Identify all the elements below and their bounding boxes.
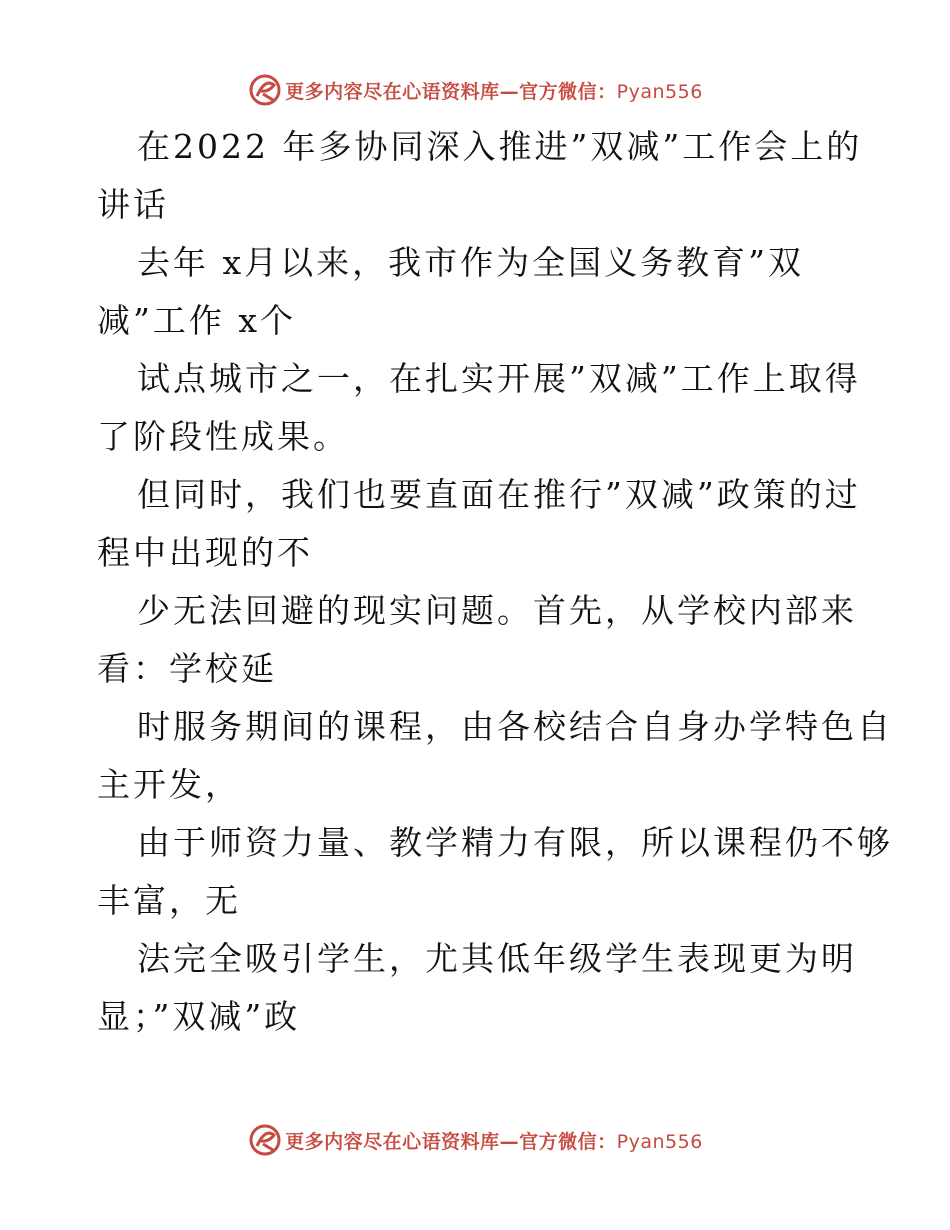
top-watermark-banner: [0, 70, 950, 110]
document-body: [97, 118, 893, 1046]
text-line: 少无法回避的现实问题。首先，从学校内部来: [137, 591, 857, 630]
text-line: 看：学校延: [97, 649, 277, 688]
text-line: 在2022 年多协同深入推进”双减”工作会上的: [137, 127, 863, 166]
text-line: 丰富，无: [97, 881, 241, 920]
text-line: 讲话: [97, 185, 169, 224]
watermark-text: 更多内容尽在心语资料库—官方微信：Pyan556: [285, 1130, 703, 1153]
text-line: 由于师资力量、教学精力有限，所以课程仍不够: [137, 823, 893, 862]
text-line: 时服务期间的课程，由各校结合自身办学特色自: [137, 707, 893, 746]
swirl-logo-icon: [247, 1122, 283, 1158]
text-line: 但同时，我们也要直面在推行”双减”政策的过: [137, 475, 861, 514]
text-line: 了阶段性成果。: [97, 417, 349, 456]
bottom-watermark-banner: [0, 1120, 950, 1160]
watermark-text: 更多内容尽在心语资料库—官方微信：Pyan556: [285, 80, 703, 103]
wechat-id: Pyan556: [616, 80, 703, 103]
text-line: 程中出现的不: [97, 533, 313, 572]
text-line: 去年 x月以来，我市作为全国义务教育”双: [137, 243, 804, 282]
text-line: 显；”双减”政: [97, 997, 301, 1036]
text-line: 法完全吸引学生，尤其低年级学生表现更为明: [137, 939, 857, 978]
text-line: 试点城市之一，在扎实开展”双减”工作上取得: [137, 359, 861, 398]
text-line: 主开发，: [97, 765, 241, 804]
wechat-id: Pyan556: [616, 1130, 703, 1153]
text-line: 减”工作 x个: [97, 301, 296, 340]
swirl-logo-icon: [247, 72, 283, 108]
